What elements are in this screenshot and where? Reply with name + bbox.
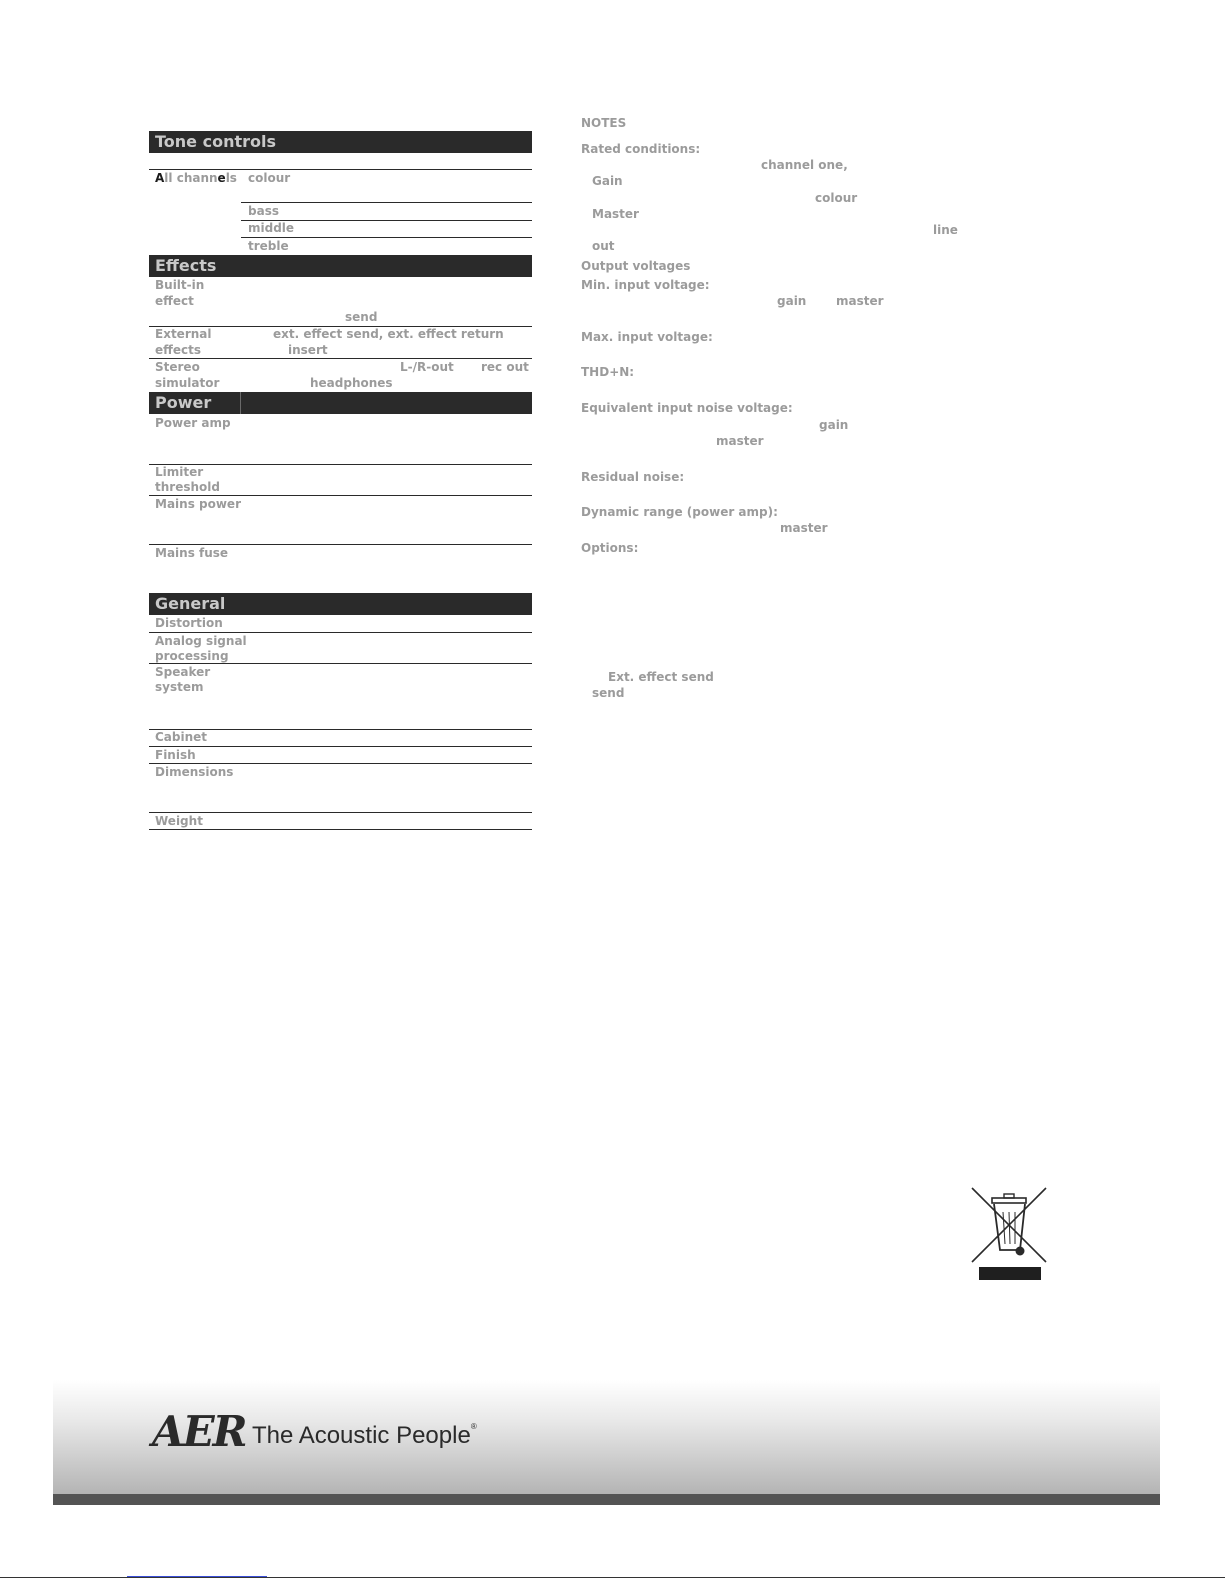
- tone-controls-header: Tone controls: [149, 131, 532, 153]
- row-label-mains-power: Mains power: [155, 497, 241, 511]
- row-label-limiter: Limiter: [155, 465, 204, 479]
- row-label-mains-fuse: Mains fuse: [155, 546, 229, 560]
- notes-line: line: [933, 223, 958, 237]
- row-label-analog: Analog signal: [155, 634, 247, 648]
- external-value-2: insert: [288, 343, 328, 357]
- divider: [149, 663, 532, 664]
- general-header: General: [149, 593, 532, 615]
- row-label-limiter-2: threshold: [155, 480, 220, 494]
- divider: [149, 812, 532, 813]
- builtin-send: send: [345, 310, 378, 324]
- power-header: Power: [149, 392, 532, 414]
- row-label-all-channels: All channels: [155, 171, 237, 185]
- crossed-out-wheelie-bin-icon: [970, 1186, 1050, 1282]
- notes-send: send: [592, 686, 625, 700]
- stereo-headphones: headphones: [310, 376, 393, 390]
- control-bass: bass: [248, 204, 279, 218]
- row-label-external: External: [155, 327, 212, 341]
- row-label-distortion: Distortion: [155, 616, 223, 630]
- bottom-rule: [0, 1577, 1225, 1578]
- divider: [241, 202, 532, 203]
- notes-residual: Residual noise:: [581, 470, 685, 484]
- row-label-weight: Weight: [155, 814, 203, 828]
- divider: [149, 169, 532, 170]
- divider: [149, 746, 532, 747]
- control-middle: middle: [248, 221, 295, 235]
- notes-rated-conditions: Rated conditions:: [581, 142, 701, 156]
- row-label-stereo-2: simulator: [155, 376, 220, 390]
- control-colour: colour: [248, 171, 291, 185]
- row-label-builtin-2: effect: [155, 294, 194, 308]
- tagline: The Acoustic People®: [252, 1422, 477, 1449]
- notes-min-input: Min. input voltage:: [581, 278, 710, 292]
- row-label-cabinet: Cabinet: [155, 730, 208, 744]
- notes-thd: THD+N:: [581, 365, 635, 379]
- divider: [149, 358, 532, 359]
- row-label-finish: Finish: [155, 748, 196, 762]
- divider: [149, 495, 532, 496]
- control-treble: treble: [248, 239, 289, 253]
- divider: [149, 763, 532, 764]
- notes-ein: Equivalent input noise voltage:: [581, 401, 793, 415]
- notes-out: out: [592, 239, 615, 253]
- notes-dynamic-master: master: [780, 521, 828, 535]
- notes-min-master: master: [836, 294, 884, 308]
- divider: [149, 632, 532, 633]
- notes-master: Master: [592, 207, 639, 221]
- footer-strip: [53, 1494, 1160, 1505]
- divider: [149, 829, 532, 830]
- registered-mark: ®: [470, 1422, 477, 1431]
- notes-gain: Gain: [592, 174, 623, 188]
- notes-ein-gain: gain: [819, 418, 849, 432]
- notes-colour: colour: [815, 191, 858, 205]
- notes-max-input: Max. input voltage:: [581, 330, 713, 344]
- divider: [149, 544, 532, 545]
- notes-ext-effect-send: Ext. effect send: [608, 670, 714, 684]
- stereo-rec-out: rec out: [481, 360, 529, 374]
- notes-output-voltages: Output voltages: [581, 259, 691, 273]
- notes-options: Options:: [581, 541, 639, 555]
- notes-channel-one: channel one,: [761, 158, 848, 172]
- external-value-1: ext. effect send, ext. effect return: [273, 327, 504, 341]
- notes-ein-master: master: [716, 434, 764, 448]
- row-label-external-2: effects: [155, 343, 201, 357]
- effects-header: Effects: [149, 255, 532, 277]
- notes-dynamic: Dynamic range (power amp):: [581, 505, 778, 519]
- divider: [241, 237, 532, 238]
- aer-logo: AER: [152, 1407, 246, 1456]
- notes-min-gain: gain: [777, 294, 807, 308]
- row-label-speaker: Speaker: [155, 665, 211, 679]
- row-label-stereo: Stereo: [155, 360, 200, 374]
- row-label-dimensions: Dimensions: [155, 765, 234, 779]
- row-label-power-amp: Power amp: [155, 416, 231, 430]
- row-label-analog-2: processing: [155, 649, 229, 663]
- stereo-lr-out: L-/R-out: [400, 360, 454, 374]
- notes-title: NOTES: [581, 116, 627, 130]
- header-divider: [240, 392, 241, 414]
- row-label-builtin: Built-in: [155, 278, 205, 292]
- divider: [149, 464, 532, 465]
- bottom-link-underline[interactable]: [127, 1576, 267, 1577]
- row-label-speaker-2: system: [155, 680, 204, 694]
